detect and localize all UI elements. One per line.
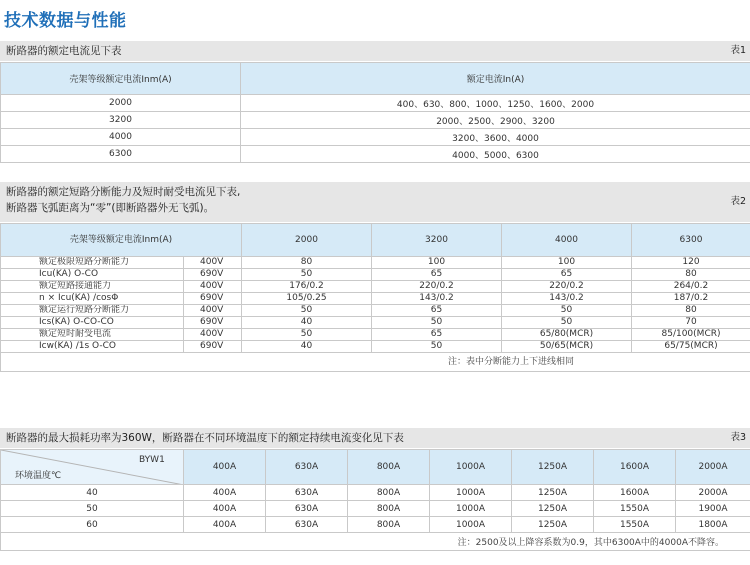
table2 [0,223,750,372]
table2-cell: 40 [242,317,372,329]
table2-tag: 表2 [730,196,746,207]
table2-cell: 100 [502,257,632,269]
table2-header-6300: 6300 [632,224,750,257]
table2-cell: 80 [632,269,750,281]
table2-voltage: 690V [184,269,242,281]
table2-cell: 80 [632,305,750,317]
table2-cell: 85/100(MCR) [632,329,750,341]
table1-caption [0,41,750,61]
table3-corner-bottom: 环境温度℃ [15,471,62,481]
table3-header: 400A [184,450,266,485]
table2-cell: 143/0.2 [502,293,632,305]
table3-cell: 1800A [676,517,750,533]
table2-header-2000: 2000 [242,224,372,257]
table3-cell: 1900A [676,501,750,517]
table3-cell: 1600A [594,485,676,501]
table2-cell: 65 [502,269,632,281]
table1-cell: 4000 [1,129,241,146]
table1-cell: 2000 [1,95,241,112]
table2-voltage: 400V [184,305,242,317]
table3-note: 注：2500及以上降容系数为0.9，其中6300A中的4000A不降容。 [1,533,750,551]
table1-header-in: 额定电流In(A) [241,63,750,95]
table3-cell: 1550A [594,517,676,533]
table3-cell: 800A [348,501,430,517]
table3-temp: 60 [1,517,184,533]
table2-header-3200: 3200 [372,224,502,257]
table2-cell: 50 [242,269,372,281]
table2-voltage: 400V [184,329,242,341]
table3-cell: 400A [184,517,266,533]
table2-cell: 120 [632,257,750,269]
table1-cell: 4000、5000、6300 [241,146,750,163]
table2-cell: 40 [242,341,372,353]
table1-cell: 2000、2500、2900、3200 [241,112,750,129]
table3-caption-text: 断路器的最大损耗功率为360W，断路器在不同环境温度下的额定持续电流变化见下表 [6,432,404,444]
table3-cell: 800A [348,517,430,533]
table1-tag: 表1 [730,45,746,56]
table2-cell: 65 [372,305,502,317]
table3-corner-top: BYW1 [139,455,165,465]
table2-header-inm: 壳架等级额定电流Inm(A) [1,224,242,257]
table2-group-unit: n × Icu(KA) /cosΦ [1,293,184,305]
table2-group-unit: Icu(KA) O-CO [1,269,184,281]
table3-cell: 1000A [430,517,512,533]
table2-group-label: 额定短时耐受电流 [1,329,184,341]
table2-cell: 50 [372,317,502,329]
table2-voltage: 690V [184,293,242,305]
table2-caption-line2: 断路器飞弧距离为“零”(即断路器外无飞弧)。 [6,202,215,214]
table3-cell: 630A [266,517,348,533]
table2-voltage: 690V [184,317,242,329]
table1-cell: 3200、3600、4000 [241,129,750,146]
table2-group-unit: Icw(KA) /1s O-CO [1,341,184,353]
table3-cell: 630A [266,501,348,517]
table1-cell: 6300 [1,146,241,163]
table3-cell: 1000A [430,485,512,501]
table1 [0,62,750,163]
table2-group-label: 额定极限短路分断能力 [1,257,184,269]
table3-temp: 50 [1,501,184,517]
table1-caption-text: 断路器的额定电流见下表 [6,45,122,57]
table2-cell: 80 [242,257,372,269]
table2-cell: 50 [372,341,502,353]
table2-cell: 143/0.2 [372,293,502,305]
table2-voltage: 400V [184,257,242,269]
table2-cell: 187/0.2 [632,293,750,305]
table1-cell: 400、630、800、1000、1250、1600、2000 [241,95,750,112]
table2-cell: 65/80(MCR) [502,329,632,341]
table3-cell: 1250A [512,485,594,501]
table2-caption-line1: 断路器的额定短路分断能力及短时耐受电流见下表, [6,186,241,198]
table3-cell: 400A [184,485,266,501]
table2-group-label: 额定短路接通能力 [1,281,184,293]
table2-voltage: 690V [184,341,242,353]
table2-cell: 50 [242,305,372,317]
table2-cell: 220/0.2 [372,281,502,293]
table3-tag: 表3 [730,432,746,443]
table3-cell: 2000A [676,485,750,501]
table3 [0,449,750,551]
table2-cell: 65/75(MCR) [632,341,750,353]
table2-group-unit: Ics(KA) O-CO-CO [1,317,184,329]
table1-cell: 3200 [1,112,241,129]
table2-note: 注：表中分断能力上下进线相同 [1,353,750,372]
table2-caption [0,182,750,222]
table2-cell: 70 [632,317,750,329]
table3-cell: 400A [184,501,266,517]
table3-corner-cell [1,450,184,485]
table2-cell: 50 [502,305,632,317]
table3-cell: 1550A [594,501,676,517]
table3-cell: 1250A [512,517,594,533]
table3-temp: 40 [1,485,184,501]
table2-header-4000: 4000 [502,224,632,257]
table2-cell: 50 [242,329,372,341]
table2-cell: 65 [372,329,502,341]
table3-cell: 1000A [430,501,512,517]
table3-caption [0,428,750,448]
table2-cell: 50 [502,317,632,329]
table2-cell: 220/0.2 [502,281,632,293]
table2-voltage: 400V [184,281,242,293]
table3-header: 1250A [512,450,594,485]
table3-cell: 800A [348,485,430,501]
table3-header: 630A [266,450,348,485]
page-title: 技术数据与性能 [4,11,127,31]
table3-header: 800A [348,450,430,485]
table3-header: 1600A [594,450,676,485]
table2-cell: 264/0.2 [632,281,750,293]
table2-cell: 105/0.25 [242,293,372,305]
table2-cell: 176/0.2 [242,281,372,293]
table2-group-label: 额定运行短路分断能力 [1,305,184,317]
table2-cell: 100 [372,257,502,269]
table3-header: 2000A [676,450,750,485]
table3-cell: 1250A [512,501,594,517]
table3-header: 1000A [430,450,512,485]
table3-cell: 630A [266,485,348,501]
table1-header-inm: 壳架等级额定电流Inm(A) [1,63,241,95]
table2-cell: 65 [372,269,502,281]
table2-cell: 50/65(MCR) [502,341,632,353]
